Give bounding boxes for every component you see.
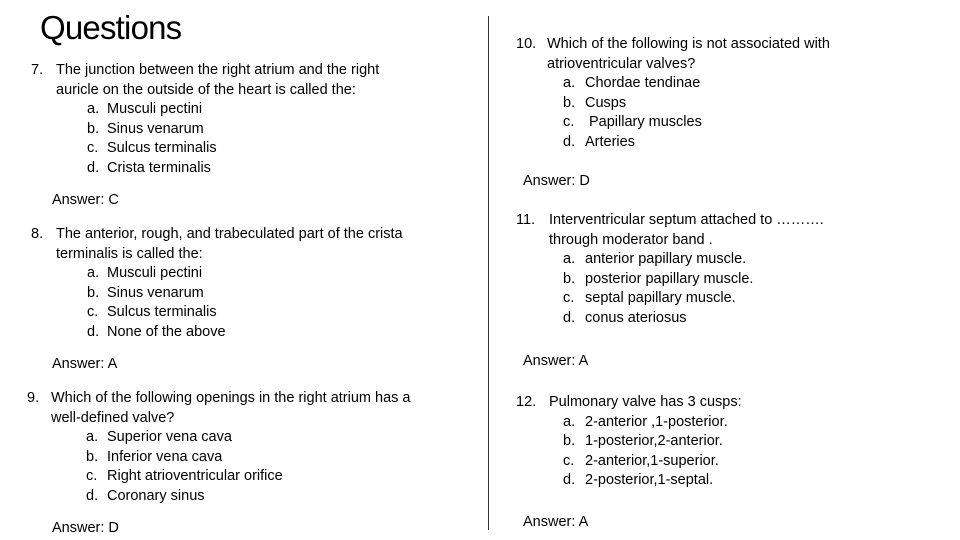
option-d: d. None of the above [87,323,226,340]
answer-9: Answer: D [52,520,119,536]
question-7 [31,61,380,179]
question-text-line: The junction between the right atrium and the right [56,62,380,78]
question-number: 12. [516,394,537,410]
option-c: c. Sulcus terminalis [87,304,217,321]
question-number: 7. [31,62,44,78]
option-d: d. Arteries [563,133,635,150]
option-a: a. anterior papillary muscle. [563,251,747,268]
question-text-line: atrioventricular valves? [547,55,696,72]
option-d: d. Crista terminalis [87,159,211,176]
option-c: c. Sulcus terminalis [87,140,217,157]
option-c: c. Papillary muscles [563,114,702,131]
option-c: c. 2-anterior,1-superior. [563,452,719,469]
answer-8: Answer: A [52,356,118,372]
question-11 [516,211,824,329]
question-number: 10. [516,36,537,52]
question-number: 9. [27,390,40,406]
question-text-line: Pulmonary valve has 3 cusps: [549,394,742,410]
question-text-line: auricle on the outside of the heart is called the: [56,81,356,98]
question-text-line: Which of the following openings in the right atrium has a [51,390,411,406]
option-a: a. Chordae tendinae [563,75,701,92]
page-title: Questions [40,9,182,46]
question-number: 11. [516,212,536,228]
question-text-line: The anterior, rough, and trabeculated part of the crista [56,226,403,242]
question-text-line: Interventricular septum attached to ………. [549,212,824,228]
option-a: a. 2-anterior ,1-posterior. [563,413,728,430]
option-c: c. septal papillary muscle. [563,290,736,307]
option-a: a. Musculi pectini [87,265,203,282]
option-b: b. Sinus venarum [87,120,204,137]
option-d: d. Coronary sinus [86,487,205,504]
question-9 [27,389,411,507]
option-b: b. Sinus venarum [87,284,204,301]
option-a: a. Musculi pectini [87,101,203,118]
option-b: b. Cusps [563,94,627,111]
question-12 [516,393,742,491]
option-b: b. posterior papillary muscle. [563,270,754,287]
answer-12: Answer: A [523,514,589,530]
option-d: d. conus ateriosus [563,309,687,326]
question-text-line: Which of the following is not associated with [547,36,830,52]
option-a: a. Superior vena cava [86,429,232,446]
question-8 [31,225,403,343]
question-text-line: terminalis is called the: [56,245,203,262]
option-c: c. Right atrioventricular orifice [86,468,283,485]
answer-7: Answer: C [52,192,119,208]
option-b: b. Inferior vena cava [86,448,223,465]
question-number: 8. [31,226,44,242]
question-10 [516,35,830,153]
question-text-line: well-defined valve? [51,409,175,426]
column-divider [488,16,489,530]
answer-10: Answer: D [523,173,590,189]
option-b: b. 1-posterior,2-anterior. [563,433,723,450]
answer-11: Answer: A [523,353,589,369]
question-text-line: through moderator band . [549,231,713,248]
option-d: d. 2-posterior,1-septal. [563,472,714,489]
